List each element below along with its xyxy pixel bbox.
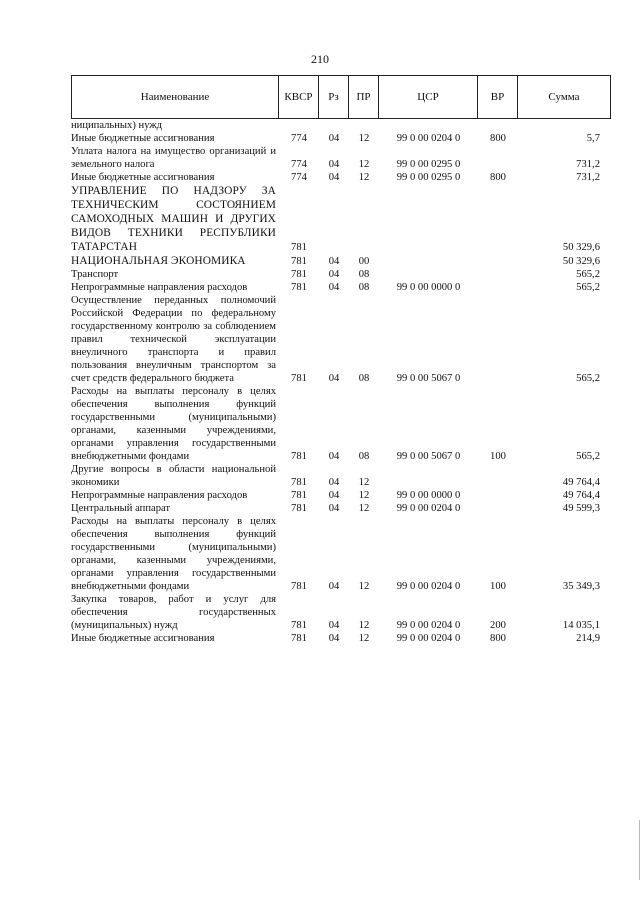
cell-sum: 5,7 — [586, 133, 600, 144]
cell-name: Непрограммные направления расходов — [71, 282, 248, 293]
cell-kvsr: 781 — [291, 620, 307, 631]
table-header — [71, 75, 611, 119]
cell-pr: 08 — [358, 451, 370, 462]
cell-kvsr: 781 — [291, 633, 307, 644]
cell-pr: 12 — [358, 133, 370, 144]
table-row — [71, 385, 611, 463]
cell-sum: 565,2 — [576, 269, 600, 280]
header-pr: ПР — [349, 76, 379, 118]
cell-pr: 12 — [358, 633, 370, 644]
cell-pr: 00 — [358, 256, 370, 267]
cell-name: Расходы на выплаты персоналу в целях обеспечения выполнения функций государственными (муниципальными) органами, казенными учреждениями, органами управления государственными внебюджетными фондами — [71, 386, 276, 462]
cell-name: Центральный аппарат — [71, 503, 171, 514]
table-row — [71, 515, 611, 593]
cell-rz: 04 — [328, 633, 340, 644]
cell-kvsr: 774 — [291, 159, 307, 170]
cell-csr: 99 0 00 0204 0 — [396, 581, 461, 592]
cell-name: Уплата налога на имущество организаций и земельного налога — [71, 146, 276, 170]
cell-csr: 99 0 00 0204 0 — [396, 633, 461, 644]
header-sum: Сумма — [548, 91, 580, 103]
cell-rz: 04 — [328, 282, 340, 293]
cell-csr: 99 0 00 0204 0 — [396, 620, 461, 631]
cell-name: НАЦИОНАЛЬНАЯ ЭКОНОМИКА — [71, 255, 246, 267]
cell-sum: 49 764,4 — [562, 477, 600, 488]
cell-rz: 04 — [328, 269, 340, 280]
cell-rz: 04 — [328, 477, 340, 488]
cell-csr: 99 0 00 5067 0 — [396, 373, 461, 384]
cell-sum: 49 764,4 — [562, 490, 600, 501]
cell-name: Транспорт — [71, 269, 119, 280]
cell-sum: 50 329,6 — [562, 256, 600, 267]
cell-pr: 12 — [358, 620, 370, 631]
cell-pr: 08 — [358, 269, 370, 280]
cell-name: ниципальных) нужд — [71, 120, 163, 131]
cell-sum: 565,2 — [576, 451, 600, 462]
cell-name: УПРАВЛЕНИЕ ПО НАДЗОРУ ЗА ТЕХНИЧЕСКИМ СОСТОЯНИЕМ САМОХОДНЫХ МАШИН И ДРУГИХ ВИДОВ ТЕХНИКИ РЕСПУБЛИКИ ТАТАРСТАН — [71, 185, 276, 253]
cell-csr: 99 0 00 0000 0 — [396, 490, 461, 501]
cell-kvsr: 781 — [291, 581, 307, 592]
table-row — [71, 254, 611, 268]
header-kvsr: КВСР — [279, 76, 319, 118]
header-rz: Рз — [319, 76, 349, 118]
cell-kvsr: 781 — [291, 477, 307, 488]
cell-kvsr: 781 — [291, 490, 307, 501]
table-row — [71, 593, 611, 632]
table-row — [71, 184, 611, 254]
cell-kvsr: 781 — [291, 451, 307, 462]
page-number: 210 — [311, 52, 329, 66]
cell-csr: 99 0 00 5067 0 — [396, 451, 461, 462]
cell-rz: 04 — [328, 133, 340, 144]
cell-pr: 12 — [358, 503, 370, 514]
cell-csr: 99 0 00 0204 0 — [396, 133, 461, 144]
cell-sum: 49 599,3 — [562, 503, 600, 514]
cell-sum: 14 035,1 — [562, 620, 600, 631]
cell-rz: 04 — [328, 581, 340, 592]
table-row — [71, 294, 611, 385]
cell-sum: 50 329,6 — [562, 242, 600, 253]
cell-vr: 100 — [490, 451, 506, 462]
cell-name: Расходы на выплаты персоналу в целях обеспечения выполнения функций государственными (муниципальными) органами, казенными учреждениями, органами управления государственными внебюджетными фондами — [71, 516, 276, 592]
cell-pr: 12 — [358, 477, 370, 488]
cell-name: Осуществление переданных полномочий Российской Федерации по федеральному государственному контролю за соблюдением правил технической эксплуатации внеуличного транспорта и правил пользования внеуличным транспортом за счет средств федерального бюджета — [71, 295, 276, 384]
cell-rz: 04 — [328, 620, 340, 631]
table-row — [71, 463, 611, 489]
cell-csr: 99 0 00 0204 0 — [396, 503, 461, 514]
cell-pr: 12 — [358, 490, 370, 501]
header-csr: ЦСР — [379, 76, 478, 118]
cell-sum: 214,9 — [576, 633, 600, 644]
cell-pr: 12 — [358, 159, 370, 170]
cell-rz: 04 — [328, 490, 340, 501]
cell-name: Другие вопросы в области национальной экономики — [71, 464, 276, 488]
table-row — [71, 119, 611, 132]
cell-sum: 35 349,3 — [562, 581, 600, 592]
cell-name: Иные бюджетные ассигнования — [71, 172, 215, 183]
cell-vr: 800 — [490, 172, 506, 183]
cell-pr: 08 — [358, 373, 370, 384]
cell-csr: 99 0 00 0295 0 — [396, 172, 461, 183]
cell-sum: 731,2 — [576, 159, 600, 170]
budget-table-body — [71, 119, 611, 645]
cell-rz: 04 — [328, 451, 340, 462]
cell-kvsr: 774 — [291, 172, 307, 183]
cell-vr: 200 — [490, 620, 506, 631]
table-row — [71, 489, 611, 502]
cell-kvsr: 774 — [291, 133, 307, 144]
cell-kvsr: 781 — [291, 242, 307, 253]
table-row — [71, 268, 611, 281]
cell-rz: 04 — [328, 503, 340, 514]
header-name: Наименование — [72, 76, 279, 118]
cell-rz: 04 — [328, 172, 340, 183]
table-row — [71, 281, 611, 294]
cell-pr: 12 — [358, 172, 370, 183]
cell-name: Иные бюджетные ассигнования — [71, 133, 215, 144]
cell-kvsr: 781 — [291, 373, 307, 384]
cell-sum: 565,2 — [576, 373, 600, 384]
table-row — [71, 132, 611, 145]
cell-kvsr: 781 — [291, 256, 307, 267]
cell-rz: 04 — [328, 256, 340, 267]
cell-vr: 800 — [490, 133, 506, 144]
cell-kvsr: 781 — [291, 282, 307, 293]
cell-rz: 04 — [328, 373, 340, 384]
cell-csr: 99 0 00 0000 0 — [396, 282, 461, 293]
cell-vr: 800 — [490, 633, 506, 644]
cell-kvsr: 781 — [291, 503, 307, 514]
table-row — [71, 171, 611, 184]
cell-name: Непрограммные направления расходов — [71, 490, 248, 501]
table-row — [71, 502, 611, 515]
cell-vr: 100 — [490, 581, 506, 592]
cell-rz: 04 — [328, 159, 340, 170]
cell-sum: 731,2 — [576, 172, 600, 183]
cell-csr: 99 0 00 0295 0 — [396, 159, 461, 170]
table-row — [71, 632, 611, 645]
cell-name: Иные бюджетные ассигнования — [71, 633, 215, 644]
cell-kvsr: 781 — [291, 269, 307, 280]
header-vr: ВР — [478, 76, 518, 118]
cell-sum: 565,2 — [576, 282, 600, 293]
cell-pr: 08 — [358, 282, 370, 293]
cell-pr: 12 — [358, 581, 370, 592]
cell-name: Закупка товаров, работ и услуг для обеспечения государственных (муниципальных) нужд — [71, 594, 276, 631]
table-row — [71, 145, 611, 171]
